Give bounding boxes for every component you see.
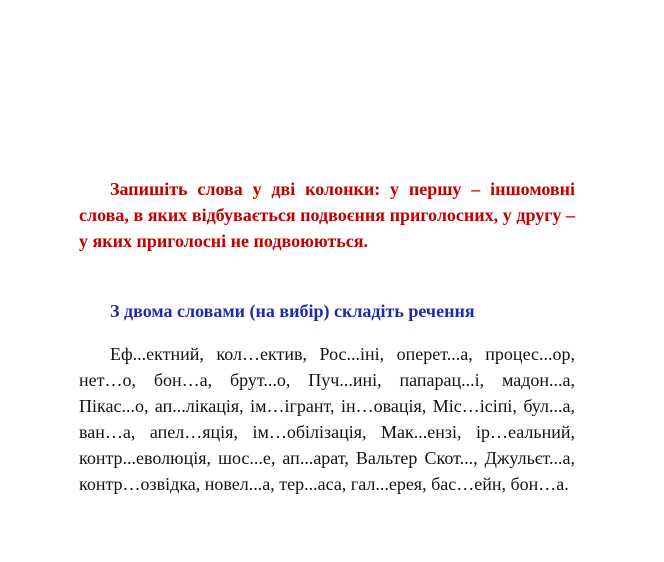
word-list-paragraph: Еф...ектний, кол…ектив, Рос...іні, оперет...а, процес...ор, нет…о, бон…а, брут...о, Пуч...ині, папарац...і, мадон...а, Пікас...о, ап...лікація, ім…ігрант, ін…овація, Міс…ісіпі, бул...а, ван…а, апел…яція, ім…обілізація, Мак...ензі, ір…еальний, контр...еволюція, шос...е, ап...арат, Вальтер Скот..., Джульєт...а, контр…озвідка, новел...а, тер...аса, гал...ерея, бас…ейн, бон…а. xyxy=(79,344,575,494)
task-instruction: Запишіть слова у дві колонки: у першу – іншомовні слова, в яких відбувається подвоєння приголосних, у другу – у яких приголосні не подвоюються. xyxy=(79,179,575,251)
subtask-instruction: З двома словами (на вибір) складіть речення xyxy=(110,301,475,321)
